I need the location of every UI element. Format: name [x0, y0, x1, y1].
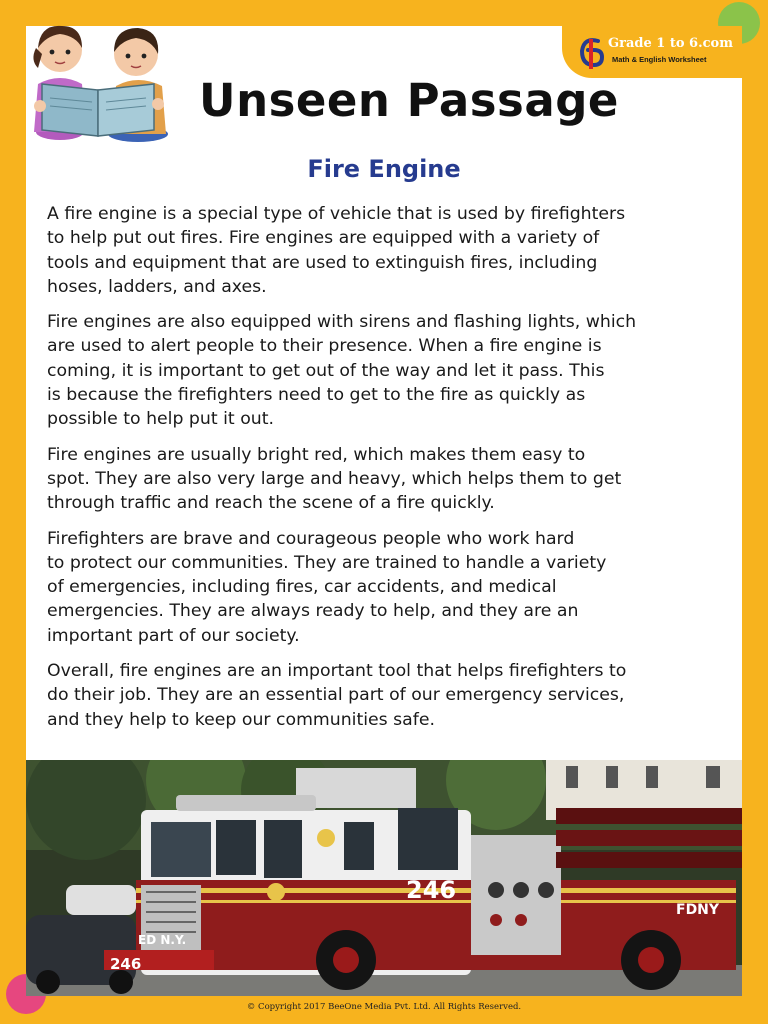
copyright-notice: © Copyright 2017 BeeOne Media Pvt. Ltd. All Rights Reserved.: [246, 1002, 522, 1012]
passage-title: Fire Engine: [307, 155, 461, 183]
fire-engine-photo: [26, 760, 742, 996]
paragraph-2: Fire engines are also equipped with sirens and flashing lights, which are used to alert people to their presence. When a fire engine is coming, it is important to get out of the way and let it pass. This is because the firefighters need to get to the fire as quickly as possible to help put it out.: [47, 312, 637, 430]
site-logo: [562, 26, 742, 78]
paragraph-5: Overall, fire engines are an important tool that helps firefighters to do their job. They are an essential part of our emergency services, and they help to keep our communities safe.: [47, 661, 627, 730]
logo-name: Grade 1 to 6.com: [608, 36, 733, 51]
bumper-number-label: 246: [110, 955, 142, 973]
passage-body: [47, 202, 733, 743]
truck-number-label: 246: [406, 876, 457, 904]
logo-tagline: Math & English Worksheet: [612, 55, 707, 64]
logo-mark-icon: [576, 33, 606, 71]
paragraph-1: A fire engine is a special type of vehicle that is used by firefighters to help put out fires. Fire engines are equipped with a variety of tools and equipment that are used to extinguish fires, including hoses, ladders, and axes.: [47, 204, 626, 297]
page-title: Unseen Passage: [199, 74, 619, 127]
paragraph-3: Fire engines are usually bright red, which makes them easy to spot. They are also very large and heavy, which helps them to get through traffic and reach the scene of a fire quickly.: [47, 444, 622, 514]
front-marking: ED N.Y.: [138, 933, 187, 947]
fdny-marking: FDNY: [676, 902, 720, 918]
paragraph-4: Firefighters are brave and courageous people who work hard to protect our communities. They are trained to handle a variety of emergencies, including fires, car accidents, and medical emergencies. They are always ready to help, and they are an important part of our society.: [47, 528, 607, 646]
